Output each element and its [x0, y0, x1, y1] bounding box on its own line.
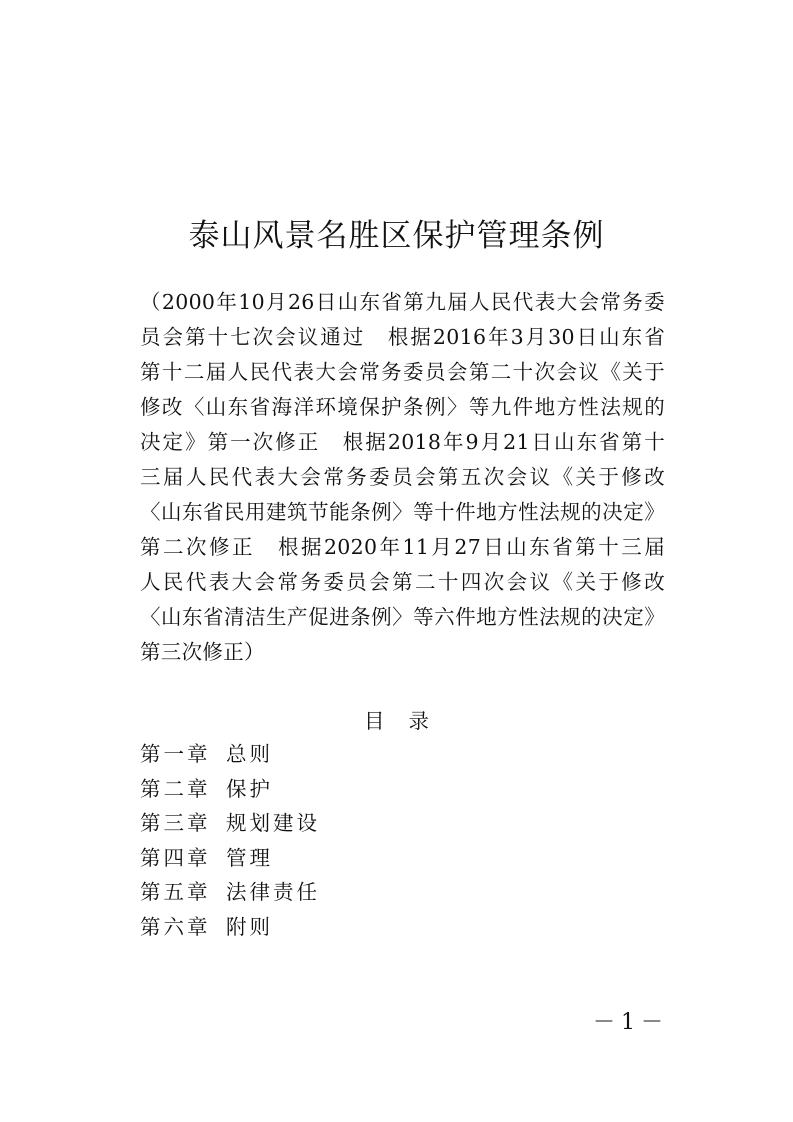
toc-chapter-number: 第四章	[140, 845, 211, 870]
toc-chapter-name: 规划建设	[226, 811, 320, 835]
preamble-line: （2000年10月26日山东省第九届人民代表大会常务委	[140, 290, 665, 314]
toc-item[interactable]	[140, 910, 320, 945]
preamble-line: 三届人民代表大会常务委员会第五次会议《关于修改	[140, 465, 665, 489]
page-number: －1－	[593, 1010, 669, 1035]
preamble-line: 第十二届人民代表大会常务委员会第二十次会议《关于	[140, 360, 665, 384]
toc-heading: 目录	[364, 709, 453, 733]
toc-item[interactable]	[140, 875, 320, 910]
preamble-line: 决定》第一次修正 根据2018年9月21日山东省第十	[140, 430, 665, 454]
toc-chapter-number: 第二章	[140, 776, 211, 801]
preamble-line: 修改〈山东省海洋环境保护条例〉等九件地方性法规的	[140, 395, 665, 419]
table-of-contents	[140, 737, 320, 944]
preamble-line: 员会第十七次会议通过 根据2016年3月30日山东省	[140, 325, 665, 349]
toc-chapter-name: 附则	[226, 914, 273, 939]
toc-chapter-name: 管理	[226, 845, 273, 870]
toc-item[interactable]	[140, 806, 320, 841]
preamble-line: 第二次修正 根据2020年11月27日山东省第十三届	[140, 535, 665, 559]
preamble	[140, 285, 665, 670]
toc-item[interactable]	[140, 772, 320, 807]
toc-chapter-name: 总则	[226, 742, 273, 766]
toc-chapter-number: 第六章	[140, 914, 211, 939]
toc-chapter-number: 第三章	[140, 811, 211, 835]
preamble-line: 〈山东省清洁生产促进条例〉等六件地方性法规的决定》	[140, 605, 665, 629]
toc-chapter-number: 第五章	[140, 880, 211, 904]
toc-item[interactable]	[140, 737, 320, 772]
toc-chapter-number: 第一章	[140, 742, 211, 766]
toc-item[interactable]	[140, 841, 320, 876]
page-title: 泰山风景名胜区保护管理条例	[188, 218, 605, 254]
toc-chapter-name: 保护	[226, 776, 273, 801]
toc-chapter-name: 法律责任	[226, 880, 320, 904]
preamble-line: 人民代表大会常务委员会第二十四次会议《关于修改	[140, 570, 665, 594]
preamble-line: 〈山东省民用建筑节能条例〉等十件地方性法规的决定》	[140, 500, 665, 524]
preamble-line: 第三次修正）	[140, 640, 265, 664]
